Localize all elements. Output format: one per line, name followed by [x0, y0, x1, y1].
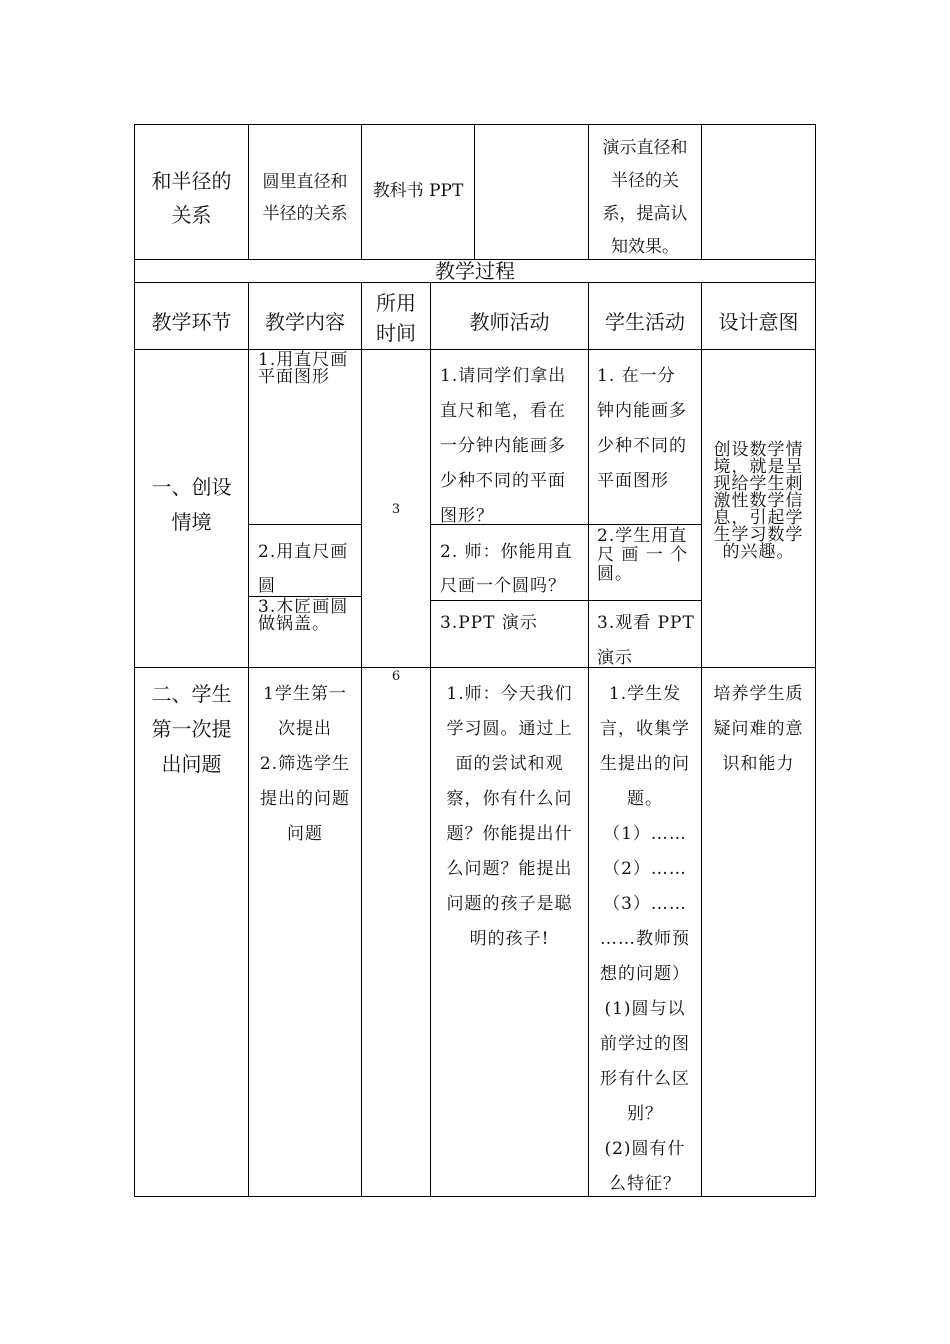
- text-line: 尺 画 一 个: [597, 545, 689, 565]
- text-line: 激性数学信: [713, 491, 804, 511]
- text-line: 一分钟内能画多: [440, 436, 566, 456]
- text-line: 平面图形: [597, 471, 669, 491]
- row2-content: [249, 677, 361, 852]
- text-line: 半径的关系: [262, 204, 348, 224]
- text-line: 1.用直尺画: [258, 350, 349, 370]
- header-stage: 教学环节: [151, 310, 232, 334]
- header-teacher: 教师活动: [469, 310, 550, 334]
- text-line: 2. 师：你能用直: [440, 542, 573, 562]
- row2-stage: [135, 677, 248, 782]
- text-line: 提出的问题: [260, 789, 350, 809]
- row1-student-3: [597, 606, 699, 676]
- text-line: 形有什么区: [600, 1069, 690, 1089]
- text-line: 3.PPT 演示: [440, 613, 538, 633]
- text-line: 2.学生用直: [597, 526, 688, 546]
- text-line: 少种不同的: [597, 436, 687, 456]
- row1-student-2: [597, 527, 699, 584]
- row2-teacher: [431, 677, 588, 957]
- text-line: 1.学生发: [608, 684, 682, 704]
- row2-time: 6: [391, 669, 401, 684]
- text-line: 疑问难的意: [713, 719, 804, 739]
- text-line: (2)圆有什: [604, 1139, 686, 1159]
- top-cell-purpose: [589, 132, 701, 264]
- rule: [248, 524, 361, 525]
- text-line: 生提出的问: [600, 754, 690, 774]
- text-line: 情境: [171, 510, 212, 534]
- text-line: 问题的孩子是聪: [446, 894, 573, 914]
- text-line: 察，你有什么问: [446, 789, 573, 809]
- text-line: 次提出: [278, 719, 332, 739]
- text-line: 圆。: [597, 564, 633, 584]
- rule: [474, 124, 475, 260]
- row1-stage: [135, 470, 248, 540]
- text-line: 么特征？: [609, 1174, 681, 1194]
- text-line: 时间: [376, 321, 416, 345]
- rule: [134, 349, 816, 350]
- row1-intent: [702, 442, 815, 561]
- text-line: 钟内能画多: [597, 401, 687, 421]
- text-line: ……教师预: [600, 929, 690, 949]
- text-line: 一、创设: [151, 475, 232, 499]
- row1-teacher-3: [440, 606, 585, 641]
- text-line: 演示: [597, 648, 633, 668]
- row1-content-2: [258, 535, 358, 603]
- text-line: 明的孩子!: [469, 929, 550, 949]
- text-line: 题。: [627, 789, 663, 809]
- text-line: 直尺和笔，看在: [440, 401, 566, 421]
- text-line: 系，提高认: [602, 204, 688, 224]
- text-line: 2.筛选学生: [259, 754, 351, 774]
- header-student: 学生活动: [605, 310, 685, 334]
- text-line: 现给学生刺: [713, 474, 804, 494]
- row1-time: 3: [391, 502, 401, 517]
- text-line: 问题: [287, 824, 323, 844]
- row1-teacher-1: [440, 359, 585, 534]
- text-line: 平面图形: [258, 367, 330, 387]
- text-line: （3）……: [603, 894, 687, 914]
- rule: [815, 124, 816, 1197]
- text-line: （2）……: [603, 859, 687, 879]
- text-line: 识和能力: [722, 754, 795, 774]
- text-line: 2.用直尺画: [258, 542, 349, 562]
- text-line: 3.木匠画圆: [258, 597, 349, 617]
- text-line: 么问题？能提出: [446, 859, 573, 879]
- text-line: (1)圆与以: [604, 999, 686, 1019]
- rule: [361, 282, 362, 1197]
- text-line: 半径的关: [611, 171, 679, 191]
- text-line: 前学过的图: [600, 1034, 690, 1054]
- row1-content-1: [258, 352, 358, 386]
- text-line: 和半径的: [151, 169, 232, 193]
- text-line: 1.师：今天我们: [446, 684, 573, 704]
- top-cell-content: [249, 166, 361, 230]
- header-content: 教学内容: [265, 310, 345, 334]
- text-line: 1. 在一分: [597, 366, 676, 386]
- text-line: 1学生第一: [263, 684, 347, 704]
- text-line: 知效果。: [611, 237, 679, 257]
- text-line: 生学习数学: [713, 525, 804, 545]
- text-line: 关系: [171, 203, 212, 227]
- header-intent: 设计意图: [718, 310, 799, 334]
- text-line: 教科书 PPT: [372, 181, 464, 201]
- text-line: 图形？: [440, 506, 494, 526]
- text-line: 做锅盖。: [258, 614, 330, 634]
- rule: [134, 667, 816, 668]
- text-line: 培养学生质: [713, 684, 804, 704]
- text-line: 言，收集学: [600, 719, 690, 739]
- rule: [134, 124, 135, 1197]
- text-line: 题？你能提出什: [446, 824, 573, 844]
- row1-content-3: [258, 599, 358, 633]
- text-line: 学习圆。通过上: [446, 719, 573, 739]
- section-title: 教学过程: [435, 259, 515, 283]
- text-line: （1）……: [603, 824, 687, 844]
- text-line: 少种不同的平面: [440, 471, 566, 491]
- row2-student: [589, 677, 701, 1202]
- text-line: 想的问题）: [600, 964, 690, 984]
- row2-intent: [702, 677, 815, 782]
- top-cell-resource: [362, 174, 474, 209]
- text-line: 1.请同学们拿出: [440, 366, 567, 386]
- text-line: 创设数学情: [713, 440, 804, 460]
- top-cell-topic: [135, 164, 248, 232]
- text-line: 的兴趣。: [722, 542, 795, 562]
- text-line: 圆: [258, 576, 276, 596]
- text-line: 境，就是呈: [713, 457, 804, 477]
- text-line: 所用: [376, 291, 416, 315]
- text-line: 圆里直径和: [262, 172, 348, 192]
- text-line: 3.观看 PPT: [597, 613, 695, 633]
- rule: [134, 124, 816, 125]
- rule: [134, 1196, 816, 1197]
- row1-teacher-2: [440, 535, 585, 603]
- text-line: 第一次提: [151, 717, 232, 741]
- text-line: 演示直径和: [602, 138, 688, 158]
- text-line: 面的尝试和观: [455, 754, 564, 774]
- text-line: 别？: [627, 1104, 663, 1124]
- rule: [701, 124, 702, 260]
- row1-student-1: [597, 359, 699, 499]
- text-line: 二、学生: [151, 682, 232, 706]
- text-line: 尺画一个圆吗？: [440, 576, 566, 596]
- header-time: [362, 288, 430, 348]
- text-line: 出问题: [161, 752, 222, 776]
- text-line: 息，引起学: [713, 508, 804, 528]
